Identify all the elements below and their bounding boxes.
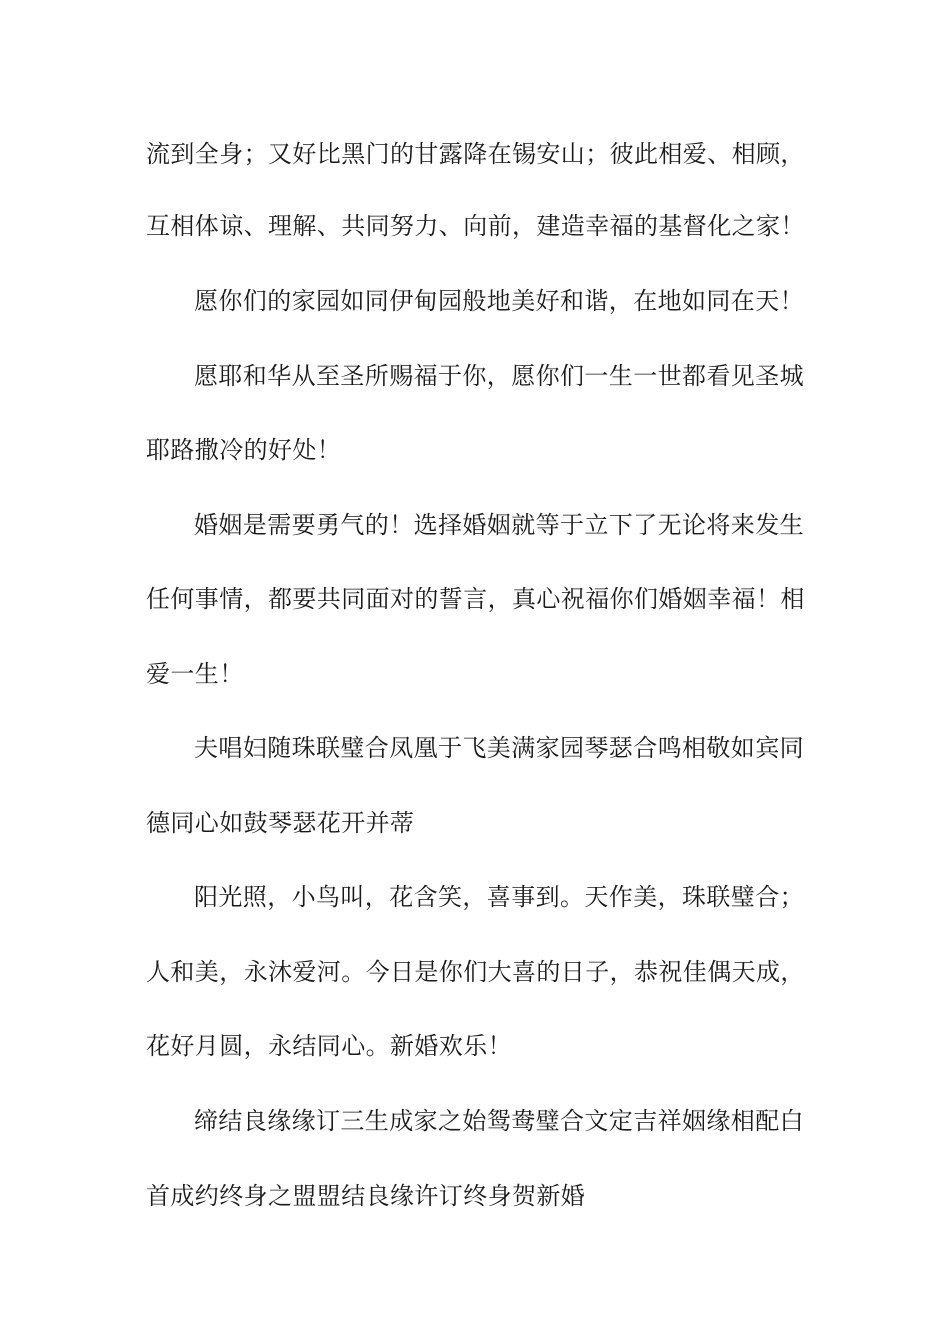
paragraph-first-line: 缔结良缘缘订三生成家之始鸳鸯璧合文定吉祥姻缘相配白	[194, 1107, 804, 1135]
paragraph-first-line: 愿耶和华从至圣所赐福于你，愿你们一生一世都看见圣城	[194, 362, 804, 390]
text-line: 流到全身；又好比黑门的甘露降在锡安山；彼此相爱、相顾，	[146, 140, 805, 168]
text-line: 任何事情，都要共同面对的誓言，真心祝福你们婚姻幸福！相	[146, 585, 805, 613]
text-line: 人和美，永沐爱河。今日是你们大喜的日子，恭祝佳偶天成，	[146, 958, 805, 986]
text-line: 花好月圆，永结同心。新婚欢乐！	[146, 1032, 512, 1060]
paragraph-first-line: 夫唱妇随珠联璧合凤凰于飞美满家园琴瑟合鸣相敬如宾同	[194, 734, 804, 762]
text-line: 首成约终身之盟盟结良缘许订终身贺新婚	[146, 1182, 586, 1210]
text-line: 耶路撒冷的好处！	[146, 436, 342, 464]
paragraph-first-line: 婚姻是需要勇气的！选择婚姻就等于立下了无论将来发生	[194, 511, 804, 539]
paragraph-first-line: 阳光照，小鸟叫，花含笑，喜事到。天作美，珠联璧合；	[194, 883, 804, 911]
text-line: 德同心如鼓琴瑟花开并蒂	[146, 809, 415, 837]
paragraph-first-line: 愿你们的家园如同伊甸园般地美好和谐，在地如同在天！	[194, 287, 804, 315]
text-line: 爱一生！	[146, 660, 244, 688]
text-line: 互相体谅、理解、共同努力、向前，建造幸福的基督化之家！	[146, 212, 805, 240]
